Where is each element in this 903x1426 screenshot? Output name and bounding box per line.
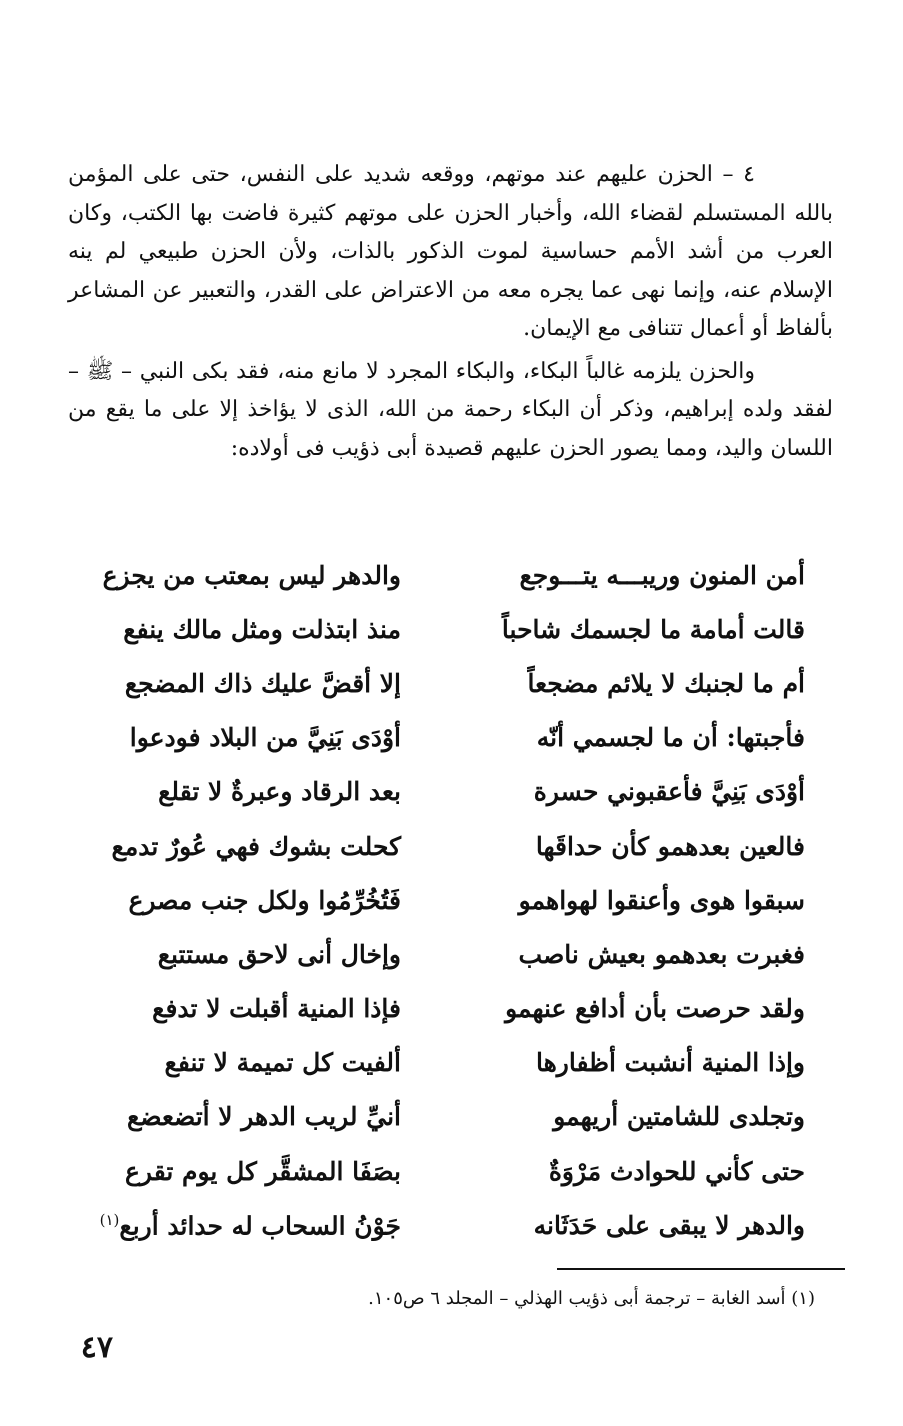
poem-verse [85,819,805,873]
verse-first-hemistich: حتى كأني للحوادث مَرْوَةٌ [548,1156,805,1186]
verse-second-hemistich: كحلت بشوك فهي عُورٌ تدمع [111,831,401,861]
poem-verse [85,1144,805,1198]
verse-first-hemistich: فأجبتها: أن ما لجسمي أنّه [536,723,805,753]
verse-first-hemistich: أمن المنون وريبـــه يتـــوجع [519,560,805,590]
verse-first-hemistich: والدهر لا يبقى على حَدَثَانه [533,1210,805,1240]
poem-verse [85,548,805,602]
poem-verse [85,602,805,656]
verse-second-hemistich: أنيِّ لريب الدهر لا أتضعضع [126,1102,401,1132]
verse-second-hemistich: ألفيت كل تميمة لا تنفع [164,1048,401,1078]
footnote-marker: (١) [99,1210,120,1229]
verse-first-hemistich: فغبرت بعدهمو بعيش ناصب [518,939,805,969]
verse-first-hemistich: وتجلدى للشامتين أريهمو [553,1102,805,1132]
poem-verse [85,927,805,981]
verse-second-hemistich: وإخال أنى لاحق مستتبع [157,939,401,969]
verse-second-hemistich: أوْدَى بَنِيَّ من البلاد فودعوا [129,723,401,753]
verse-second-hemistich: بعد الرقاد وعبرةٌ لا تقلع [158,777,401,807]
verse-first-hemistich: وإذا المنية أنشبت أظفارها [536,1048,805,1078]
verse-first-hemistich: سبقوا هوى وأعنقوا لهواهمو [518,885,805,915]
footnote: (١) أسد الغابة – ترجمة أبى ذؤيب الهذلي – المجلد ٦ ص١٠٥. [368,1288,815,1309]
verse-second-hemistich: إلا أقضَّ عليك ذاك المضجع [124,668,401,698]
verse-second-hemistich: بصَفَا المشقَّر كل يوم تقرع [125,1156,401,1186]
poem-verse [85,1036,805,1090]
poem-verse [85,765,805,819]
poem-verse [85,1090,805,1144]
verse-second-hemistich: فَتُخُرِّمُوا ولكل جنب مصرع [128,885,401,915]
page-number: ٤٧ [80,1330,113,1365]
verse-second-hemistich: منذ ابتذلت ومثل مالك ينفع [123,614,401,644]
poem-verse [85,711,805,765]
verse-second-hemistich: فإذا المنية أقبلت لا تدفع [152,994,401,1024]
prose-section [68,156,833,468]
verse-first-hemistich: فالعين بعدهمو كأن حداقَها [535,831,805,861]
paragraph: والحزن يلزمه غالباً البكاء، والبكاء المجرد لا مانع منه، فقد بكى النبي – ﷺ – لفقد ولده إبراهيم، وذكر أن البكاء رحمة من الله، الذى لا يؤاخذ إلا على ما يقع من اللسان واليد، ومما يصور الحزن عليهم قصيدة أبى ذؤيب فى أولاده: [68,358,833,461]
poem-verse [85,656,805,710]
verse-second-hemistich: والدهر ليس بمعتب من يجزع [102,560,401,590]
poem-verse [85,982,805,1036]
poem-verse [85,1198,805,1252]
poem-verse [85,873,805,927]
footnote-divider [557,1268,845,1270]
verse-second-hemistich [85,1211,401,1240]
verse-first-hemistich: قالت أمامة ما لجسمك شاحباً [501,614,805,644]
verse-second-hemistich-text: جَوْنُ السحاب له حدائد أربع [119,1211,401,1240]
poem [85,548,805,1252]
verse-first-hemistich: أم ما لجنبك لا يلائم مضجعاً [527,668,805,698]
paragraph: ٤ – الحزن عليهم عند موتهم، ووقعه شديد على النفس، حتى على المؤمن بالله المستسلم لقضاء الله، وأخبار الحزن على موتهم كثيرة فاضت بها الكتب، وكان العرب من أشد الأمم حساسية لموت الذكور بالذات، ولأن الحزن طبيعي لم ينه الإسلام عنه، وإنما نهى عما يجره معه من الاعتراض على القدر، والتعبير عن المشاعر بألفاظ أو أعمال تتنافى مع الإيمان. [68,162,833,341]
verse-first-hemistich: ولقد حرصت بأن أدافع عنهمو [505,994,805,1024]
verse-first-hemistich: أوْدَى بَنِيَّ فأعقبوني حسرة [533,777,805,807]
